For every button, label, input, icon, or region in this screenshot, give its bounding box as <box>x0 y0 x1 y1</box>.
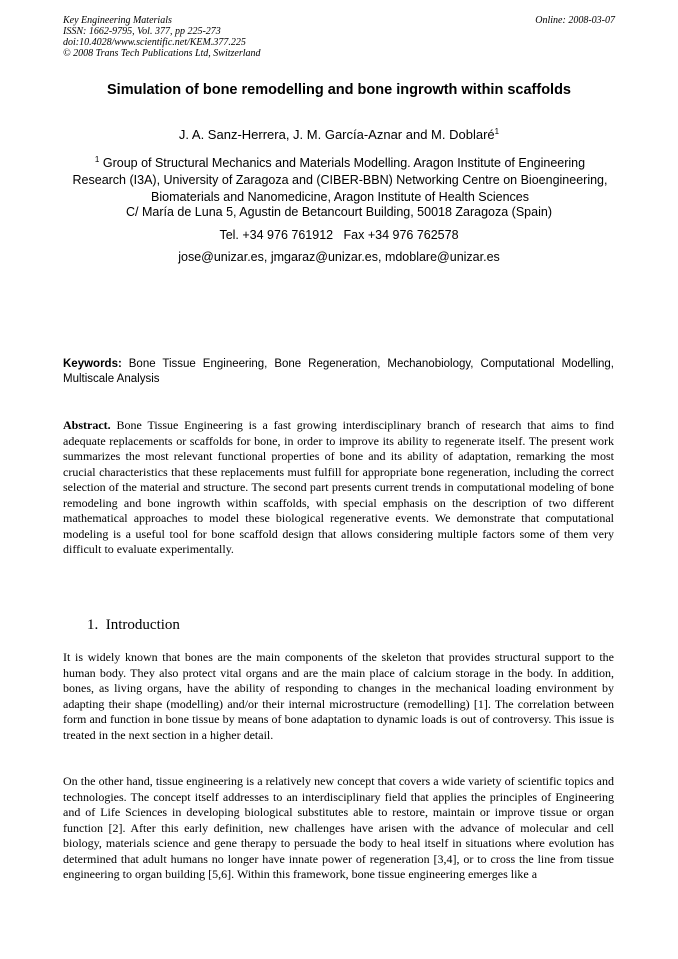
email-addresses: jose@unizar.es, jmgaraz@unizar.es, mdoblare@unizar.es <box>178 250 500 264</box>
abstract-block <box>63 418 614 558</box>
author-names: J. A. Sanz-Herrera, J. M. García-Aznar and M. Doblaré <box>178 127 495 142</box>
abstract-text: Bone Tissue Engineering is a fast growing interdisciplinary branch of research that aims to find adequate replacements or scaffolds for bone, in order to improve its ability to regenerate itself. The present work summarizes the most relevant functional properties of bone and its ability of adaptation, remarking the most crucial characteristics that these replacements must fulfill for appropriate bone regeneration, including the correct selection of the material and structure. The second part presents current trends in computational modeling of bone remodeling and bone ingrowth within scaffolds, with special emphasis on the description of two different mathematical approaches to model these biological regenerative events. We demonstrate that computational modeling is a useful tool for bone scaffold design that allows considering multiple factors some of them very difficult to evaluate experimentally. <box>63 418 615 556</box>
paragraph-1: It is widely known that bones are the main components of the skeleton that provides structural support to the human body. They also protect vital organs and are the main place of calcium storage in the body. In addition, bones, as living organs, have the ability of responding to changes in the mechanical loading environment by adapting their shape (modelling) and/or their internal microstructure (remodelling) [1]. The correlation between form and function in bone tissue by means of bone adaptation to dynamic loads is out of controversy. This issue is treated in the next section in a higher detail. <box>63 650 614 742</box>
paper-title: Simulation of bone remodelling and bone ingrowth within scaffolds <box>107 82 571 98</box>
online-date: Online: 2008-03-07 <box>535 15 615 26</box>
author-list <box>0 127 678 142</box>
journal-header <box>63 15 615 59</box>
doi-line: doi:10.4028/www.scientific.net/KEM.377.225 <box>63 37 246 48</box>
issn-line: ISSN: 1662-9795, Vol. 377, pp 225-273 <box>63 26 221 37</box>
affiliation-mark: 1 <box>94 155 100 164</box>
journal-name: Key Engineering Materials <box>63 15 172 26</box>
postal-address: C/ María de Luna 5, Agustin de Betancourt Building, 50018 Zaragoza (Spain) <box>126 205 552 219</box>
paragraph-2: On the other hand, tissue engineering is a relatively new concept that covers a wide variety of scientific topics and technologies. The concept itself addresses to an interdisciplinary field that applies the principles of Engineering and of Life Sciences in developing biological substitutes able to restore, maintain or improve tissue or organ function [2]. After this early definition, new challenges have arisen with the advance of molecular and cell biology, materials science and gene therapy to persuade the body to heal itself in situations where evolution has determined that adult humans no longer have innate power of regeneration [3,4], or to cross the line from tissue engineering to organ building [5,6]. Within this framework, bone tissue engineering emerges like a <box>63 774 614 881</box>
keywords-text: Bone Tissue Engineering, Bone Regeneration, Mechanobiology, Computational Modelling, Multiscale Analysis <box>63 358 614 385</box>
author-affiliation-mark: 1 <box>494 127 500 136</box>
abstract-label: Abstract. <box>63 418 111 432</box>
keywords-block <box>63 357 614 387</box>
keywords-label: Keywords: <box>63 358 122 370</box>
section-heading-introduction: 1. Introduction <box>87 617 180 633</box>
phone-fax: Tel. +34 976 761912 Fax +34 976 762578 <box>219 228 459 242</box>
affiliation <box>70 151 610 206</box>
copyright-line: © 2008 Trans Tech Publications Ltd, Switzerland <box>63 48 261 59</box>
affiliation-text: Group of Structural Mechanics and Materials Modelling. Aragon Institute of Engineering Research (I3A), University of Zaragoza and (CIBER-BBN) Networking Centre on Bioengineering, Biomaterials and Nanomedicine, Aragon Institute of Health Sciences <box>72 156 608 204</box>
